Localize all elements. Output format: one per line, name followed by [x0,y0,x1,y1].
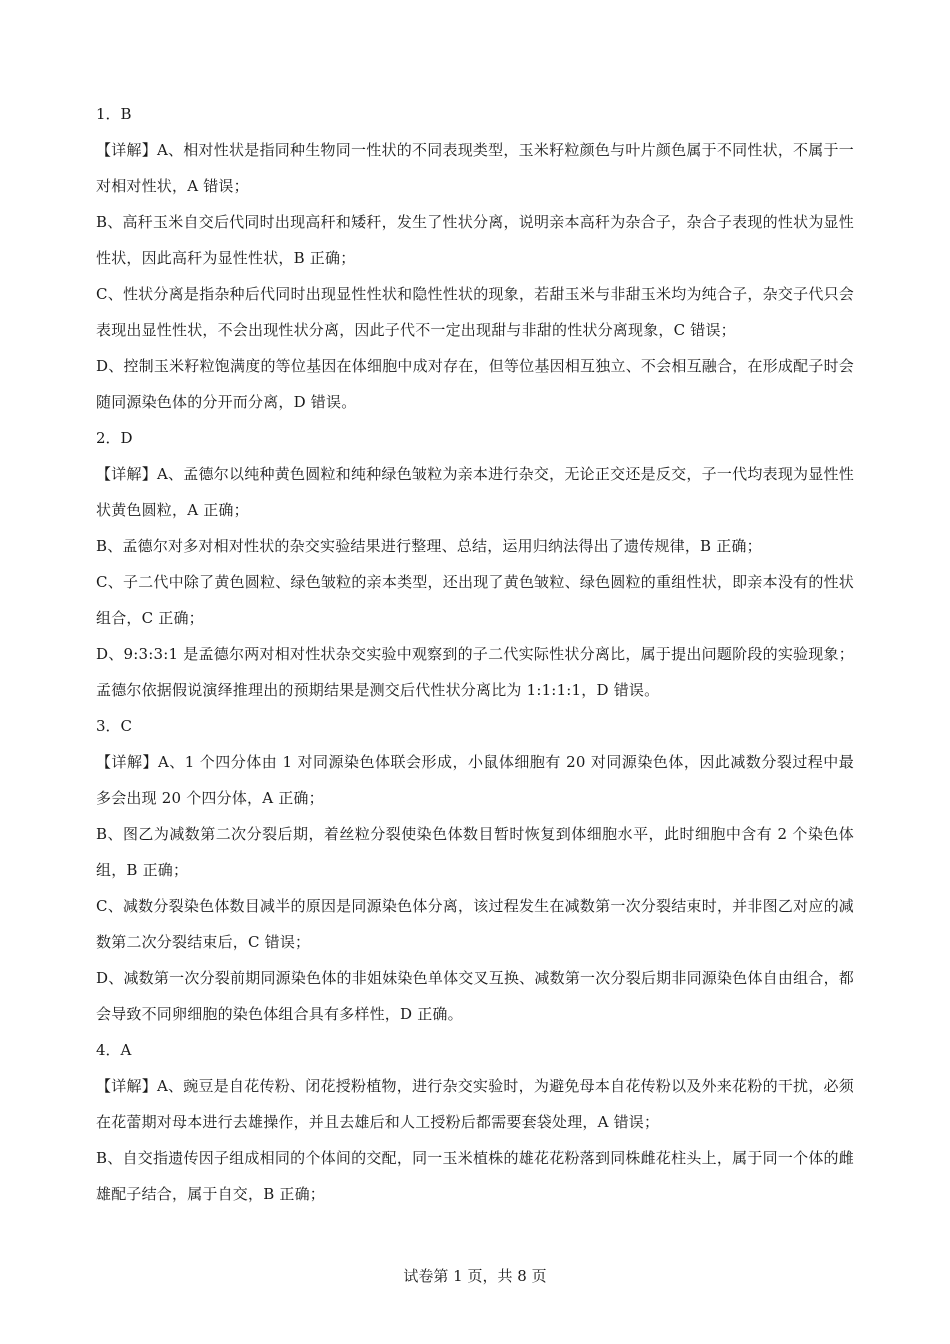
explanation-paragraph: D、控制玉米籽粒饱满度的等位基因在体细胞中成对存在，但等位基因相互独立、不会相互融合，在形成配子时会随同源染色体的分开而分离，D 错误。 [96,357,854,411]
question-number: 2．D [96,429,133,447]
explanation-paragraph: B、图乙为减数第二次分裂后期，着丝粒分裂使染色体数目暂时恢复到体细胞水平，此时细胞中含有 2 个染色体组，B 正确； [96,825,854,879]
explanation-paragraph: 【详解】A、孟德尔以纯种黄色圆粒和纯种绿色皱粒为亲本进行杂交，无论正交还是反交，子一代均表现为显性性状黄色圆粒，A 正确； [96,465,854,519]
question-block-3 [96,708,854,1032]
page-footer: 试卷第 1 页，共 8 页 [403,1267,547,1285]
explanation-paragraph: 【详解】A、豌豆是自花传粉、闭花授粉植物，进行杂交实验时，为避免母本自花传粉以及外来花粉的干扰，必须在花蕾期对母本进行去雄操作，并且去雄后和人工授粉后都需要套袋处理，A 错误； [96,1077,854,1131]
explanation-paragraph: B、孟德尔对多对相对性状的杂交实验结果进行整理、总结，运用归纳法得出了遗传规律，B 正确； [96,537,762,555]
explanation-paragraph: C、性状分离是指杂种后代同时出现显性性状和隐性性状的现象，若甜玉米与非甜玉米均为纯合子，杂交子代只会表现出显性性状，不会出现性状分离，因此子代不一定出现甜与非甜的性状分离现象，C 错误； [96,285,854,339]
explanation-paragraph: B、高秆玉米自交后代同时出现高秆和矮秆，发生了性状分离，说明亲本高秆为杂合子，杂合子表现的性状为显性性状，因此高秆为显性性状，B 正确； [96,213,854,267]
question-block-2 [96,420,854,708]
question-block-4 [96,1032,854,1212]
question-number: 3．C [96,717,133,735]
explanation-paragraph: D、减数第一次分裂前期同源染色体的非姐妹染色单体交叉互换、减数第一次分裂后期非同源染色体自由组合，都会导致不同卵细胞的染色体组合具有多样性，D 正确。 [96,969,854,1023]
explanation-paragraph: D、9:3:3:1 是孟德尔两对相对性状杂交实验中观察到的子二代实际性状分离比，属于提出问题阶段的实验现象；孟德尔依据假说演绎推理出的预期结果是测交后代性状分离比为 1:1:1:1，D 错误。 [96,645,854,699]
explanation-paragraph: B、自交指遗传因子组成相同的个体间的交配，同一玉米植株的雄花花粉落到同株雌花柱头上，属于同一个体的雌雄配子结合，属于自交，B 正确； [96,1149,854,1203]
explanation-paragraph: 【详解】A、1 个四分体由 1 对同源染色体联会形成，小鼠体细胞有 20 对同源染色体，因此减数分裂过程中最多会出现 20 个四分体，A 正确； [96,753,854,807]
question-number: 1．B [96,105,132,123]
answer-content [96,96,854,1212]
question-number: 4．A [96,1041,132,1059]
explanation-paragraph: 【详解】A、相对性状是指同种生物同一性状的不同表现类型，玉米籽粒颜色与叶片颜色属于不同性状，不属于一对相对性状，A 错误； [96,141,854,195]
explanation-paragraph: C、子二代中除了黄色圆粒、绿色皱粒的亲本类型，还出现了黄色皱粒、绿色圆粒的重组性状，即亲本没有的性状组合，C 正确； [96,573,854,627]
explanation-paragraph: C、减数分裂染色体数目减半的原因是同源染色体分离，该过程发生在减数第一次分裂结束时，并非图乙对应的减数第二次分裂结束后，C 错误； [96,897,854,951]
question-block-1 [96,96,854,420]
